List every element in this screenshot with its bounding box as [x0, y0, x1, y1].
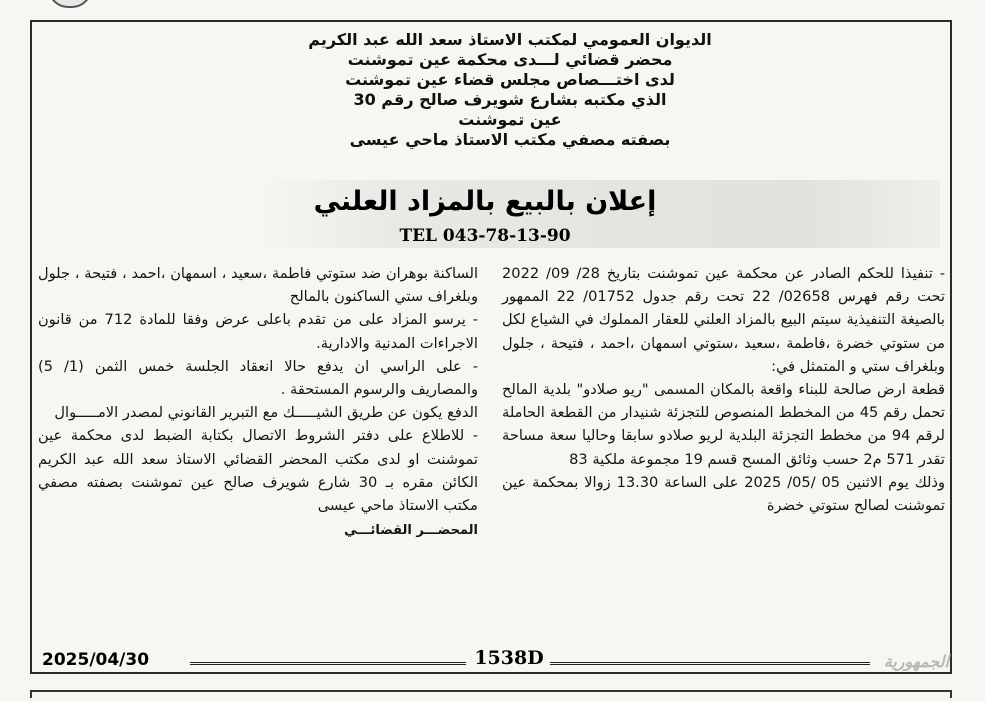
newspaper-logo: الجمهورية [883, 652, 949, 671]
footer-divider-right [550, 662, 870, 665]
paragraph-award: - يرسو المزاد على من تقدم باعلى عرض وفقا للمادة 712 من قانون الاجراءات المدنية والادارية. [38, 311, 478, 352]
paragraph-date: وذلك يوم الاثنين 05 /05/ 2025 على الساعة 13.30 زوالا بمحكمة عين تموشنت لصالح ستوتي خضرة [502, 473, 945, 515]
footer [30, 647, 952, 674]
bailiff-signature: المحضـــر القضائـــي [344, 523, 478, 539]
notice-title: إعلان بالبيع بالمزاد العلني [313, 186, 657, 217]
header-court: محضر قضائي لـــدى محكمة عين تموشنت [347, 50, 673, 69]
paragraph-property: قطعة ارض صالحة للبناء واقعة بالمكان المسمى "ريو صلادو" بلدية المالح تحمل رقم 45 من المخطط المنصوص للتجزئة شنيدار من القطعة الحاملة لرقم 94 من مخطط التجزئة البلدية لريو صلادو سابقا وحاليا سعة مساحة تقدر 571 م2 حسب وثائق المسح قسم 19 مجموعة ملكية 83 [502, 381, 945, 468]
header-liquidator: بصفته مصفي مكتب الاستاذ ماحي عيسى [349, 130, 671, 149]
column-right [502, 262, 945, 517]
next-article-border [30, 690, 952, 698]
header-office-name: الديوان العمومي لمكتب الاستاذ سعد الله عبد الكريم [308, 30, 712, 49]
footer-date: 2025/04/30 [42, 650, 150, 670]
header-city: عين تموشنت [458, 110, 562, 129]
paragraph-execution: - تنفيذا للحكم الصادر عن محكمة عين تموشنت بتاريخ 28/ 09/ 2022 تحت رقم فهرس 02658/ 22 تحت رقم جدول 01752/ 22 الممهور بالصيغة التنفيذية سيتم البيع بالمزاد العلني للعقار المملوك في الشياع لكل من ستوتي خضرة ،فاطمة ،سعيد ،ستوتي اسمهان ،احمد ، فتيحة ، جلول وبلغراف ستي و المتمثل في: [502, 265, 945, 375]
paragraph-cheque: الدفع يكون عن طريق الشيـــــك مع التبرير القانوني لمصدر الامـــــوال [54, 404, 478, 422]
header-address: الذي مكتبه بشارع شويرف صالح رقم 30 [353, 90, 667, 109]
paragraph-payment: - على الراسي ان يدفع حالا انعقاد الجلسة خمس الثمن (1/ 5) والمصاريف والرسوم المستحقة . [38, 357, 478, 399]
footer-code: 1538D [474, 647, 544, 669]
header-jurisdiction: لدى اختـــصاص مجلس قضاء عين تموشنت [345, 70, 675, 89]
office-header [80, 30, 940, 150]
paragraph-parties: الساكنة بوهران ضد ستوتي فاطمة ،سعيد ، اسمهان ،احمد ، فتيحة ، جلول وبلغراف ستي الساكنون بالمالح [38, 265, 478, 306]
notice-phone: TEL 043-78-13-90 [399, 226, 571, 246]
column-left [38, 262, 478, 542]
footer-divider-left [190, 662, 466, 665]
page-corner-arc [48, 0, 92, 8]
paragraph-contact: - للاطلاع على دفتر الشروط الاتصال بكتابة الضبط لدى محكمة عين تموشنت او لدى مكتب المحضر القضائي الاستاذ سعد الله عبد الكريم الكائن مقره بـ 30 شارع شويرف صالح عين تموشنت بصفته مصفي مكتب الاستاذ ماحي عيسى [38, 427, 478, 515]
